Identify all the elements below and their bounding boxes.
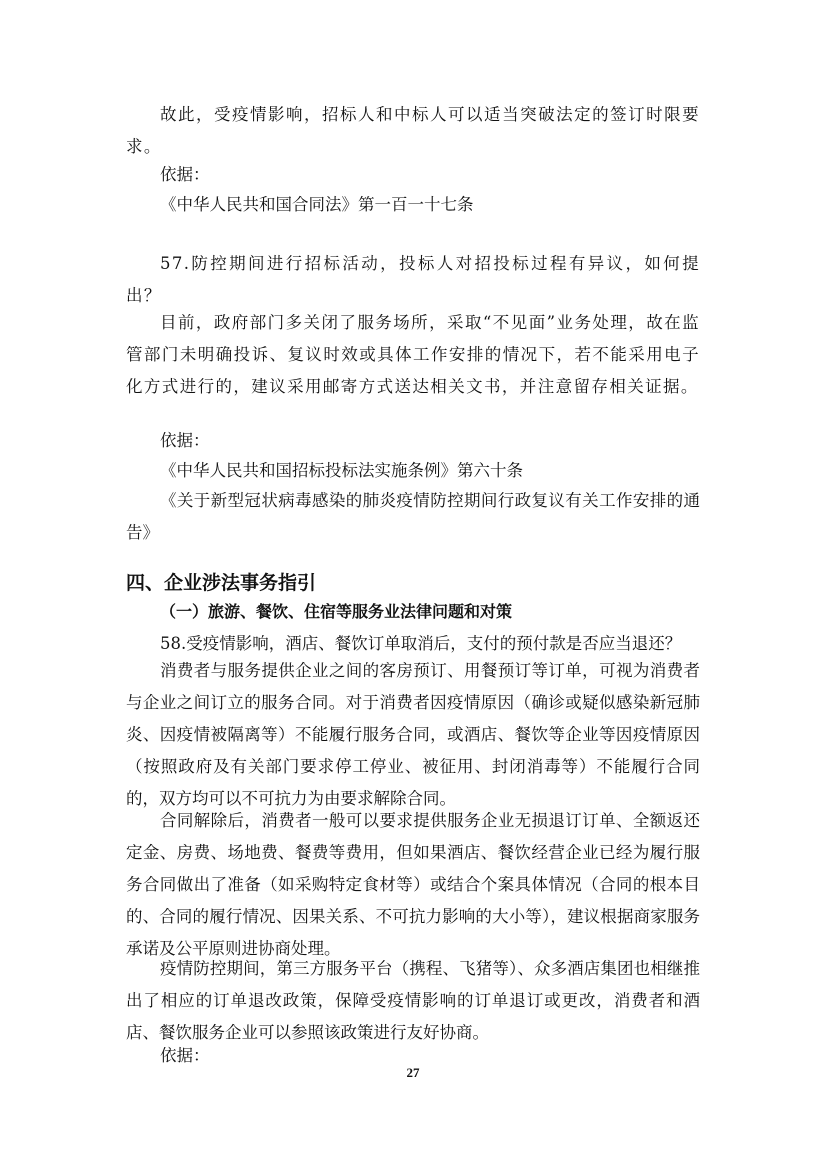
answer-57: 目前，政府部门多关闭了服务场所，采取“不见面”业务处理，故在监管部门未明确投诉、复议时效或具体工作安排的情况下，若不能采用电子化方式进行的，建议采用邮寄方式送达相关文书，并注意留存相关证据。: [126, 313, 700, 396]
section-title: 四、企业涉法事务指引: [126, 572, 317, 594]
basis-reference: 《中华人民共和国合同法》第一百一十七条: [160, 195, 474, 214]
answer-58-paragraph: 消费者与服务提供企业之间的客房预订、用餐预订等订单，可视为消费者与企业之间订立的服务合同。对于消费者因疫情原因（确诊或疑似感染新冠肺炎、因疫情被隔离等）不能履行服务合同，或酒店、餐饮等企业等因疫情原因（按照政府及有关部门要求停工停业、被征用、封闭消毒等）不能履行合同的，双方均可以不可抗力为由要求解除合同。: [126, 661, 700, 808]
page-number: 27: [406, 1065, 420, 1080]
basis-reference: 《中华人民共和国招标投标法实施条例》第六十条: [160, 461, 523, 480]
question-57: 57.防控期间进行招标活动，投标人对招投标过程有异议，如何提出？: [126, 254, 700, 305]
basis-reference: 《关于新型冠状病毒感染的肺炎疫情防控期间行政复议有关工作安排的通告》: [126, 491, 700, 542]
question-58: 58.受疫情影响，酒店、餐饮订单取消后，支付的预付款是否应当退还？: [160, 634, 682, 653]
paragraph-conclusion: 故此，受疫情影响，招标人和中标人可以适当突破法定的签订时限要求。: [126, 105, 700, 156]
answer-58-paragraph: 合同解除后，消费者一般可以要求提供服务企业无损退订订单、全额返还定金、房费、场地费、餐费等费用，但如果酒店、餐饮经营企业已经为履行服务合同做出了准备（如采购特定食材等）或结合个案具体情况（合同的根本目的、合同的履行情况、因果关系、不可抗力影响的大小等），建议根据商家服务承诺及公平原则进协商处理。: [126, 811, 700, 958]
basis-label: 依据：: [160, 431, 210, 450]
subsection-title: （一）旅游、餐饮、住宿等服务业法律问题和对策: [160, 602, 513, 621]
basis-label: 依据：: [160, 165, 210, 184]
answer-58-paragraph: 疫情防控期间，第三方服务平台（携程、飞猪等）、众多酒店集团也相继推出了相应的订单退改政策，保障受疫情影响的订单退订或更改，消费者和酒店、餐饮服务企业可以参照该政策进行友好协商。: [126, 959, 700, 1042]
basis-label: 依据：: [160, 1046, 210, 1065]
